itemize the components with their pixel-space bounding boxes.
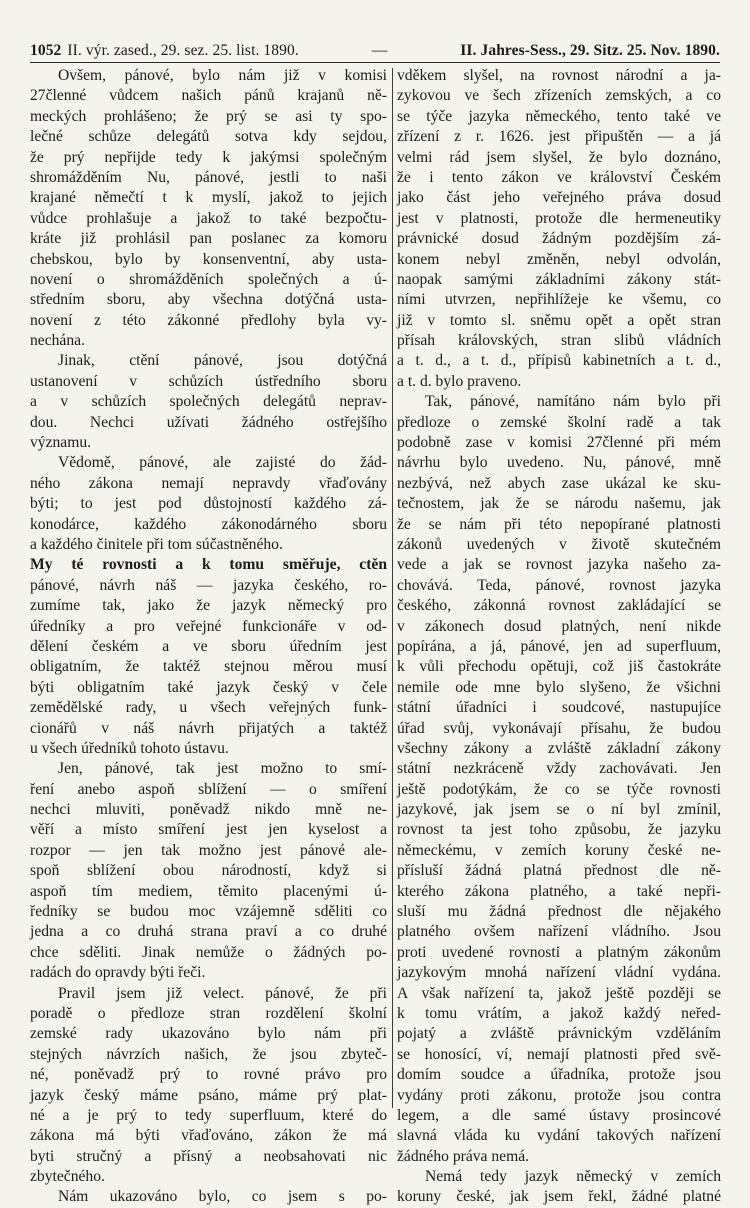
text-line: býti obligatním také jazyk český v čele bbox=[30, 678, 387, 696]
text-line: nechána. bbox=[30, 332, 85, 350]
text-line: domím soudce a úřadníka, protože jsou bbox=[397, 1066, 721, 1084]
text-line: jazykovým mnohá nařízení vládní vydána. bbox=[397, 964, 721, 982]
text-line: My té rovnosti a k tomu směřuje, ctěn bbox=[30, 556, 387, 574]
text-line: spoň sblížení obou národností, když si bbox=[30, 862, 387, 880]
text-line: Ovšem, pánové, bylo nám již v komisi bbox=[58, 67, 387, 84]
text-line: Jen, pánové, tak jest možno to smí- bbox=[58, 760, 387, 778]
text-line: meckých prohlášeno; že prý se asi ty spo- bbox=[30, 107, 387, 125]
text-line: 27členné vůdcem našich pánů krajanů ně- bbox=[30, 87, 387, 105]
text-line: stejných návrzích našich, že jsou zbyteč- bbox=[30, 1045, 387, 1063]
text-line: pojatý a zvláště právnickým vzděláním bbox=[397, 1025, 721, 1043]
text-line: konodárce, každého zákonodárného sboru bbox=[30, 515, 387, 533]
text-line: nemile ode mne bylo slyšeno, že všichni bbox=[397, 678, 721, 696]
text-line: dělení českém a ve sboru úředním jest bbox=[30, 637, 387, 655]
text-line: vede a jak se rovnost jazyka našeho za- bbox=[397, 556, 721, 574]
text-line: jako část jeho veřejného práva dosud bbox=[397, 189, 721, 207]
page-number: 1052 bbox=[30, 42, 62, 59]
header-rule bbox=[30, 62, 720, 63]
text-line: ného zákona nemají nepravdy vřaďovány bbox=[30, 474, 387, 492]
text-line: nechci mluviti, poněvadž nikdo mně ne- bbox=[30, 801, 387, 819]
text-line: konem nebyl změněn, nebyl odvolán, bbox=[397, 250, 721, 268]
text-line: přísluší žádná platná přednost dle ně- bbox=[397, 862, 721, 880]
text-line: cionářů v náš návrh přijatých a taktéž bbox=[30, 719, 387, 737]
text-line: ření anebo aspoň sblížení — o smíření bbox=[30, 780, 387, 798]
header-right bbox=[460, 42, 720, 60]
text-line: podobně zase v komisi 27členné při mém bbox=[397, 434, 721, 452]
text-line: Nemá tedy jazyk německý v zemích bbox=[425, 1168, 721, 1186]
text-line: ještě podotýkám, že co se týče rovnosti bbox=[397, 780, 721, 798]
text-line: býti; to jest pod důstojností každého zá- bbox=[30, 495, 387, 513]
text-line: ními utvrzen, nepřihlížeje ke všemu, co bbox=[397, 291, 721, 309]
text-line: platného ovšem nařízení vládního. Jsou bbox=[397, 923, 721, 941]
text-line: že prý nepřijde tedy k jakýmsi společným bbox=[30, 148, 387, 166]
text-line: aspoň tím mediem, těmito placenými ú- bbox=[30, 882, 387, 900]
text-line: v zákonech dosud platných, není nikde bbox=[397, 617, 721, 635]
text-line: ustanovení v schůzích ústředního sboru bbox=[30, 372, 387, 390]
text-line: že i tento zákon ve království Českém bbox=[397, 168, 721, 186]
text-line: chovává. Teda, pánové, rovnost jazyka bbox=[397, 576, 721, 594]
text-line: vděkem slyšel, na rovnost národní a ja- bbox=[397, 67, 721, 84]
text-line: A však nařízení ta, jakož ještě později se bbox=[397, 984, 721, 1002]
text-line: velmi rád jsem slyšel, že bylo doznáno, bbox=[397, 148, 721, 166]
text-line: se týče jazyka německého, tento také ve bbox=[397, 107, 721, 125]
text-line: státní nezkráceně vždy zachovávati. Jen bbox=[397, 760, 721, 778]
text-line: a každého činitele při tom súčastněného. bbox=[30, 535, 283, 553]
header-left-text: II. výr. zased., 29. sez. 25. list. 1890. bbox=[67, 42, 299, 59]
text-line: návrhu bylo uvedeno. Nu, pánové, mně bbox=[397, 454, 721, 472]
text-line: úředníky a pro veřejné funkcionáře v od- bbox=[30, 617, 387, 635]
text-line: chce sděliti. Jinak nemůže o žádných po- bbox=[30, 943, 387, 961]
text-line: úřad svůj, vykonávají přísahu, že budou bbox=[397, 719, 721, 737]
left-column bbox=[30, 66, 387, 1206]
text-line: lečné schůze delegátů sotva kdy sejdou, bbox=[30, 128, 387, 146]
text-line: k vůli přechodu opětuji, což jiš častokráte bbox=[397, 658, 721, 676]
text-line: jedna a co druhá strana praví a co druhé bbox=[30, 923, 387, 941]
text-line: Jinak, ctění pánové, jsou dotýčná bbox=[58, 352, 387, 370]
text-line: středním sboru, aby všechna dotýčná usta- bbox=[30, 291, 387, 309]
text-line: né a je prý to tedy superfluum, které do bbox=[30, 1106, 387, 1124]
text-line: že se nám při této nepopírané platnosti bbox=[397, 515, 721, 533]
text-line: novení o shromážděních společných a ú- bbox=[30, 270, 387, 288]
text-line: předloze o zemské školní radě a tak bbox=[397, 413, 721, 431]
text-line: se honosící, ví, nemají platnosti před svě- bbox=[397, 1045, 721, 1063]
header-right-text: II. Jahres-Sess., 29. Sitz. 25. Nov. 1890. bbox=[460, 42, 720, 59]
text-line: zákona má býti vřaďováno, zákon že má bbox=[30, 1127, 387, 1145]
text-line: kterého zákona platného, a také nepři- bbox=[397, 882, 721, 900]
text-line: státní úřadníci i soudcové, nastupujíce bbox=[397, 699, 721, 717]
text-line: Nám ukazováno bylo, co jsem s po- bbox=[58, 1188, 387, 1206]
text-line: obligatním, že taktéž stejnou měrou musí bbox=[30, 658, 387, 676]
text-line: zumíme tak, jako že jazyk německý pro bbox=[30, 597, 387, 615]
text-line: tečnostem, jak že se národu našemu, jak bbox=[397, 495, 721, 513]
text-line: naopak samými základními zákony stát- bbox=[397, 270, 721, 288]
text-line: popírána, a já, pánové, jen ad superfluum, bbox=[397, 637, 721, 655]
text-line: a t. d. bylo praveno. bbox=[397, 372, 522, 390]
text-line: a t. d., a t. d., přípisů kabinetních a t. d., bbox=[397, 352, 721, 370]
text-line: k tomu vrátím, a jakož každý neřed- bbox=[397, 1004, 721, 1022]
text-line: německému, v zemích koruny české ne- bbox=[397, 841, 721, 859]
header-left bbox=[30, 42, 299, 60]
text-line: jazykové, jak jsem se o ní byl zmínil, bbox=[397, 801, 721, 819]
text-line: a v schůzích společných delegátů neprav- bbox=[30, 393, 387, 411]
text-line: zykovou ve šech zřízeních zemských, a co bbox=[397, 87, 721, 105]
text-line: novení z této zákonné předlohy byla vy- bbox=[30, 311, 387, 329]
text-line: koruny české, jak jsem řekl, žádné platné bbox=[397, 1188, 721, 1206]
text-line: českého, zákonná rovnost zakládající se bbox=[397, 597, 721, 615]
text-line: sluší mu žádná přednost dle nějakého bbox=[397, 903, 721, 921]
text-line: všechny zákony a zvláště základní zákony bbox=[397, 739, 721, 757]
text-line: jazyk český máme psáno, máme prý plat- bbox=[30, 1086, 387, 1104]
text-line: rozpor — jen tak možno jest pánové ale- bbox=[30, 841, 387, 859]
text-line: zemské rady ukazováno bylo nám při bbox=[30, 1025, 387, 1043]
text-line: žádného práva nemá. bbox=[397, 1147, 530, 1165]
text-line: né, poněvadž prý to rovné právo pro bbox=[30, 1066, 387, 1084]
text-line: zákonů uvedených v životě skutečném bbox=[397, 535, 721, 553]
text-line: dou. Nechci užívati žádného ostřejšího bbox=[30, 413, 387, 431]
text-line: nezbývá, než abych zase ukázal ke sku- bbox=[397, 474, 721, 492]
text-line: byti stručný a přísný a neobsahovati nic bbox=[30, 1147, 387, 1165]
text-line: zemědělské rady, u všech veřejných funk- bbox=[30, 699, 387, 717]
text-line: rovnost ta jest toho způsobu, že jazyku bbox=[397, 821, 721, 839]
text-line: zřízení z r. 1626. jest připuštěn — a já bbox=[397, 128, 721, 146]
header-separator: — bbox=[371, 42, 388, 59]
text-line: shromážděním Nu, pánové, jestli to naši bbox=[30, 168, 387, 186]
text-line: proti uvedené rovnosti a platným zákonům bbox=[397, 943, 721, 961]
text-line: vydány proti zákonu, protože jsou contra bbox=[397, 1086, 721, 1104]
running-header bbox=[30, 34, 720, 60]
text-line: krajané němečtí t k myslí, jakož to jejich bbox=[30, 189, 387, 207]
text-line: právnické dosud žádným pozdějším zá- bbox=[397, 230, 721, 248]
text-line: Vědomě, pánové, ale zajisté do žád- bbox=[58, 454, 387, 472]
text-line: slavná vláda ku vydání takových nařízení bbox=[397, 1127, 721, 1145]
text-line: pánové, návrh náš — jazyka českého, ro- bbox=[30, 576, 387, 594]
text-line: Pravil jsem již velect. pánové, že při bbox=[58, 984, 387, 1002]
text-line: poradě o předloze stran rozdělení školní bbox=[30, 1004, 387, 1022]
text-line: chebskou, bylo by konsenventní, aby usta- bbox=[30, 250, 387, 268]
text-line: legem, a dle samé ústavy prosincové bbox=[397, 1106, 721, 1124]
text-line: již v tomto sl. sněmu opět a opět stran bbox=[397, 311, 721, 329]
text-line: věří a místo smíření jest jen kyselost a bbox=[30, 821, 387, 839]
text-line: u všech úředníků tohoto ústavu. bbox=[30, 739, 229, 757]
text-line: ředníky se budou moc vzájemně sděliti co bbox=[30, 903, 387, 921]
right-column bbox=[397, 66, 721, 1206]
column-divider bbox=[392, 68, 393, 1108]
text-line: významu. bbox=[30, 434, 92, 452]
text-line: zbytečného. bbox=[30, 1168, 105, 1186]
text-line: přísah královských, stran slibů vládních bbox=[397, 332, 721, 350]
text-line: kráte již prohlásil pan poslanec za komoru bbox=[30, 230, 387, 248]
text-line: vůdce prohlašuje a jakož to také bezpočtu- bbox=[30, 209, 387, 227]
text-line: radách do opravdy býti řeči. bbox=[30, 964, 206, 982]
text-line: Tak, pánové, namítáno nám bylo při bbox=[425, 393, 721, 411]
text-line: jest v platnosti, protože dle hermeneutiky bbox=[397, 209, 721, 227]
